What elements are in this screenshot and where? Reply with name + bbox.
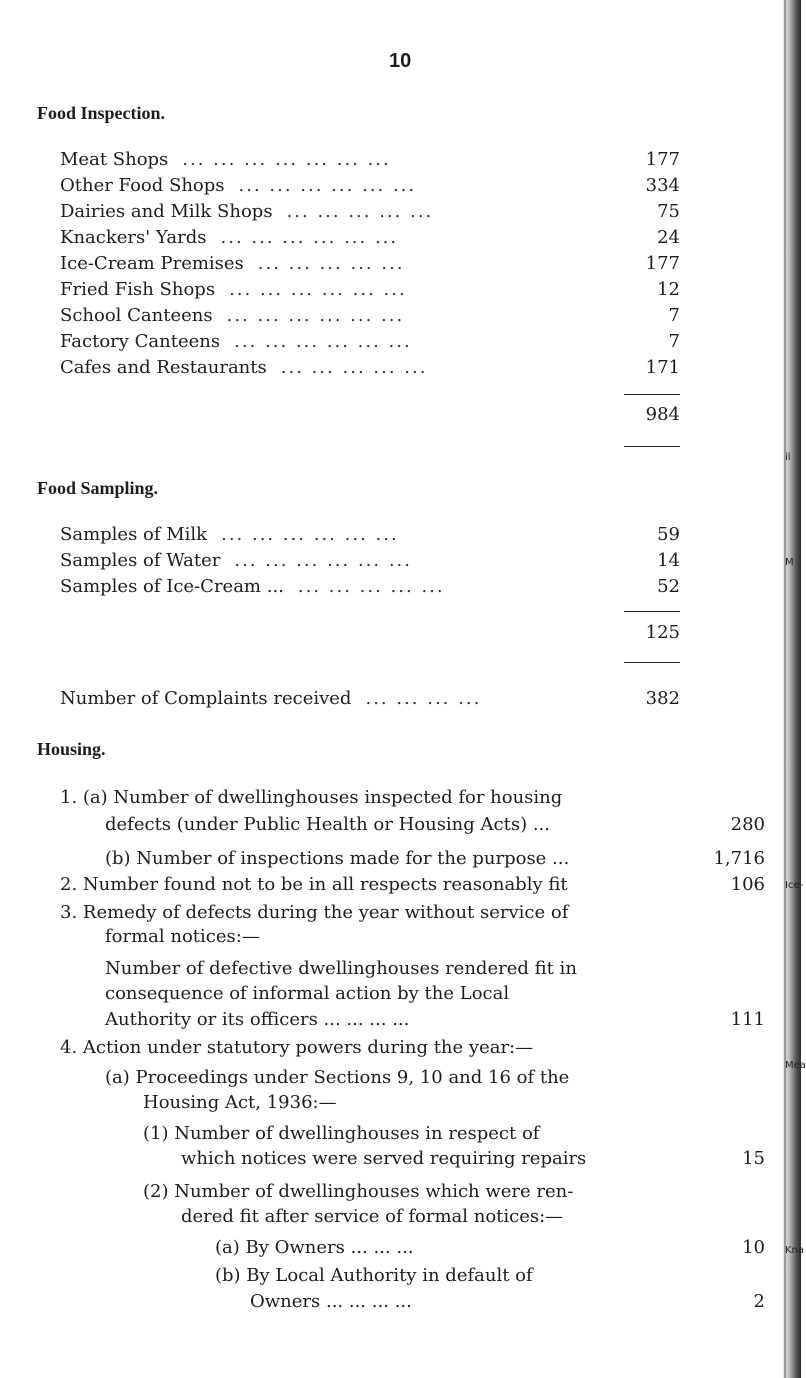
edge-fragment: M [785, 557, 794, 568]
page-edge-line [784, 0, 786, 1378]
edge-fragment: Kna [785, 1245, 805, 1256]
housing-value: 15 [742, 1148, 765, 1169]
dot-leader: ... ... ... ... ... [297, 576, 445, 597]
dot-leader: ... ... ... ... ... ... [226, 305, 405, 326]
housing-line: Number of defective dwellinghouses rendered fit in [105, 958, 577, 979]
item-value: 75 [657, 201, 680, 222]
housing-line: formal notices:— [105, 926, 260, 947]
housing-line: consequence of informal action by the Local [105, 983, 510, 1004]
item-value: 59 [657, 524, 680, 545]
item-value: 177 [645, 149, 680, 170]
item-label: Ice-Cream Premises [60, 253, 244, 274]
dot-leader: ... ... ... ... [365, 688, 482, 709]
item-label: Samples of Water [60, 550, 221, 571]
total-rule [624, 611, 680, 612]
edge-fragment: Mea [785, 1060, 806, 1071]
edge-fragment: il [785, 452, 791, 463]
item-value: 24 [657, 227, 680, 248]
total-rule [624, 446, 680, 447]
housing-value: 1,716 [713, 848, 765, 869]
item-value: 171 [645, 357, 680, 378]
complaints-value: 382 [645, 688, 680, 709]
food-sampling-heading: Food Sampling. [37, 478, 159, 498]
dot-leader: ... ... ... ... ... ... [220, 227, 399, 248]
dot-leader: ... ... ... ... ... ... ... [182, 149, 391, 170]
item-value: 7 [668, 305, 680, 326]
item-label: School Canteens [60, 305, 213, 326]
item-label: Fried Fish Shops [60, 279, 216, 300]
housing-line: (a) Proceedings under Sections 9, 10 and 16 of the [105, 1067, 570, 1088]
housing-value: 2 [753, 1291, 765, 1312]
item-label: Meat Shops [60, 149, 169, 170]
housing-line: (b) By Local Authority in default of [215, 1265, 533, 1286]
housing-line: dered fit after service of formal notices:— [181, 1206, 564, 1227]
housing-line: (a) By Owners ... ... ... [215, 1237, 414, 1258]
item-label: Factory Canteens [60, 331, 221, 352]
housing-line: 4. Action under statutory powers during the year:— [60, 1037, 534, 1058]
complaints-label: Number of Complaints received [60, 688, 352, 709]
housing-line: defects (under Public Health or Housing Acts) ... [105, 814, 550, 835]
housing-line: which notices were served requiring repairs [181, 1148, 587, 1169]
dot-leader: ... ... ... ... ... [286, 201, 434, 222]
housing-value: 280 [730, 814, 765, 835]
item-value: 14 [657, 550, 680, 571]
housing-line: 2. Number found not to be in all respects reasonably fit [60, 874, 568, 895]
dot-leader: ... ... ... ... ... ... [221, 524, 399, 545]
housing-line: Housing Act, 1936:— [143, 1092, 337, 1113]
item-value: 177 [645, 253, 680, 274]
dot-leader: ... ... ... ... ... [257, 253, 405, 274]
dot-leader: ... ... ... ... ... ... [234, 550, 413, 571]
total-value: 125 [645, 622, 680, 643]
dot-leader: ... ... ... ... ... ... [229, 279, 407, 300]
item-label: Samples of Ice-Cream ... [60, 576, 284, 597]
housing-line: 1. (a) Number of dwellinghouses inspected for housing [60, 787, 563, 808]
item-label: Knackers' Yards [60, 227, 207, 248]
item-label: Cafes and Restaurants [60, 357, 267, 378]
housing-heading: Housing. [37, 739, 106, 759]
housing-line: Owners ... ... ... ... [250, 1291, 412, 1312]
dot-leader: ... ... ... ... ... ... [238, 175, 417, 196]
total-rule [624, 394, 680, 395]
housing-line: (2) Number of dwellinghouses which were ren- [143, 1181, 574, 1202]
item-value: 7 [668, 331, 680, 352]
dot-leader: ... ... ... ... ... [280, 357, 428, 378]
total-rule [624, 662, 680, 663]
item-value: 52 [657, 576, 680, 597]
housing-value: 10 [742, 1237, 765, 1258]
edge-fragment: Ice- [785, 880, 804, 891]
food-inspection-heading: Food Inspection. [37, 103, 166, 123]
item-label: Dairies and Milk Shops [60, 201, 273, 222]
item-value: 12 [657, 279, 680, 300]
item-label: Samples of Milk [60, 524, 208, 545]
item-label: Other Food Shops [60, 175, 225, 196]
housing-value: 106 [730, 874, 765, 895]
total-value: 984 [645, 404, 680, 425]
dot-leader: ... ... ... ... ... ... [234, 331, 412, 352]
housing-line: Authority or its officers ... ... ... ... [105, 1009, 410, 1030]
page-number: 10 [389, 50, 412, 72]
housing-line: 3. Remedy of defects during the year without service of [60, 902, 569, 923]
housing-value: 111 [730, 1009, 765, 1030]
housing-line: (b) Number of inspections made for the purpose ... [105, 848, 570, 869]
housing-line: (1) Number of dwellinghouses in respect of [143, 1123, 540, 1144]
item-value: 334 [645, 175, 680, 196]
